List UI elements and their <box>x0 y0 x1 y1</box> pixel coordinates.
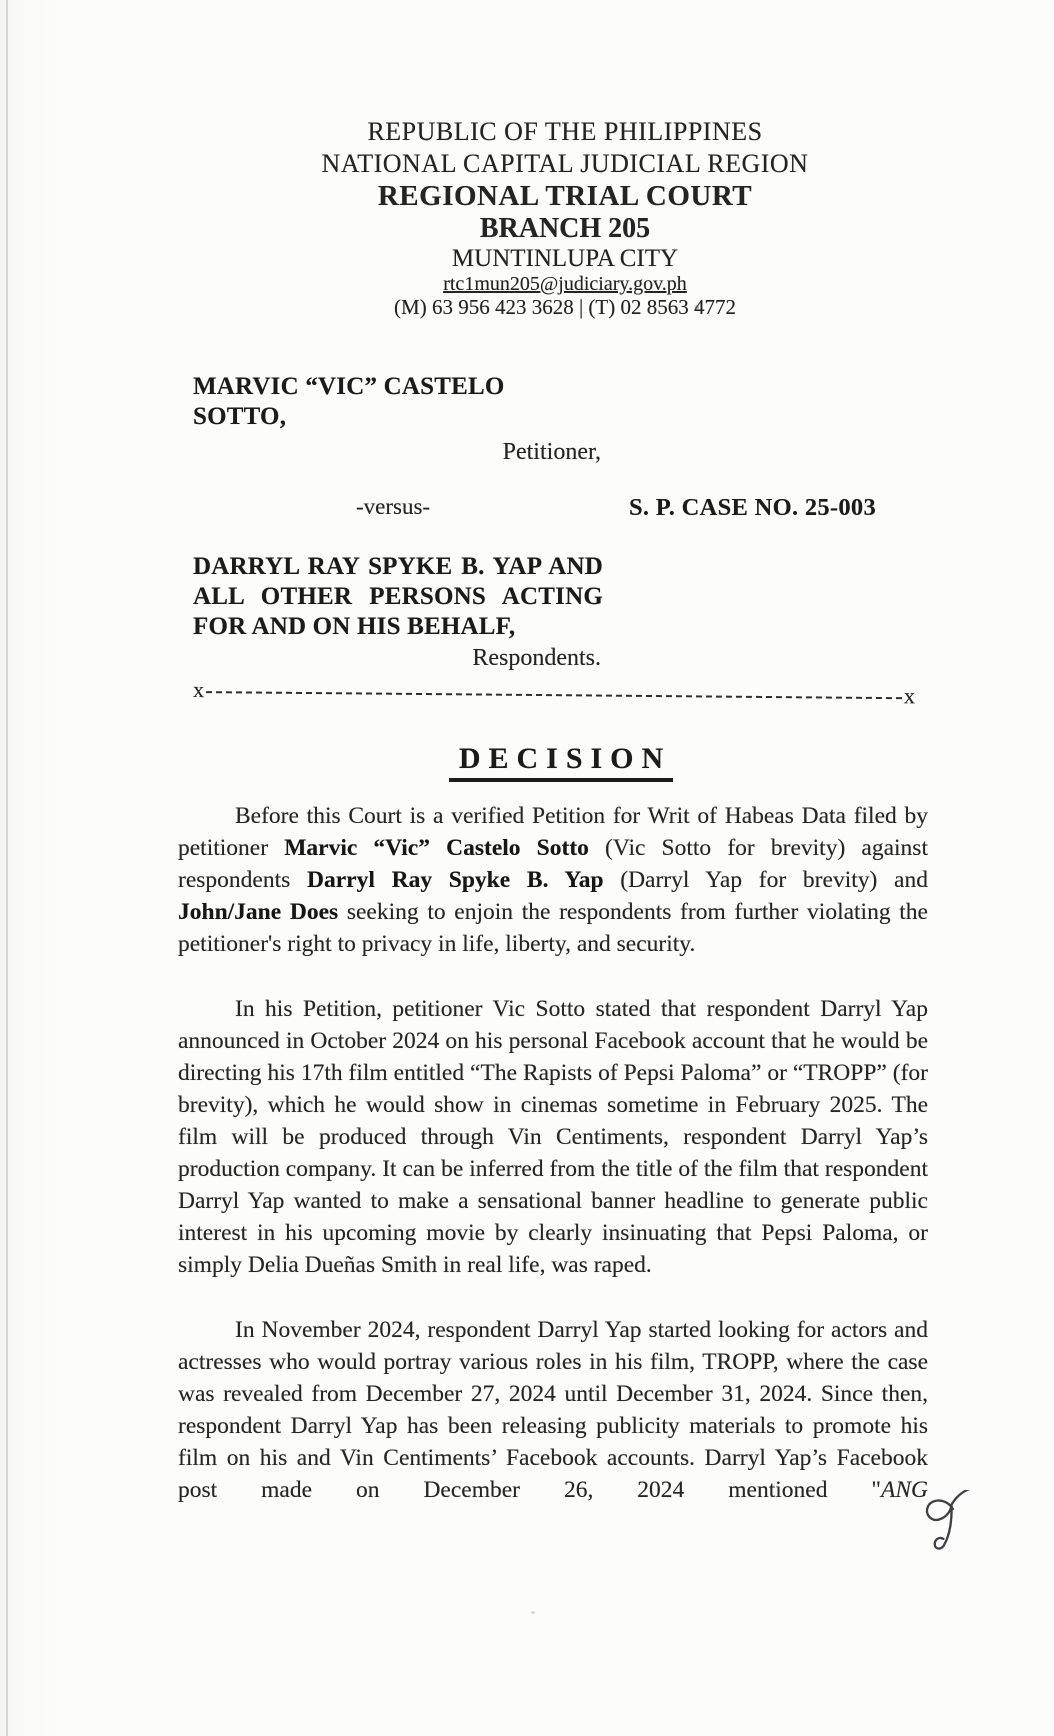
respondent-role-label: Respondents. <box>472 645 601 671</box>
paragraph-1: Before this Court is a verified Petition for Writ of Habeas Data filed by petitioner Marvic “Vic” Castelo Sotto (Vic Sotto for brevity) against respondents Darryl Ray Spyke B. Yap (Darryl Yap for brevity) and John/Jane Does seeking to enjoin the respondents from further violating the petitioner's right to privacy in life, liberty, and security. <box>178 803 928 957</box>
respondent-name-line-3: FOR AND ON HIS BEHALF, <box>193 613 516 640</box>
paragraph-2: In his Petition, petitioner Vic Sotto stated that respondent Darryl Yap announced in October 2024 on his personal Facebook account that he would be directing his 17th film entitled “The Rapists of Pepsi Paloma” or “TROPP” (for brevity), which he would show in cinemas sometime in February 2025. The film will be produced through Vin Centiments, respondent Darryl Yap’s production company. It can be inferred from the title of the film that respondent Darryl Yap wanted to make a sensational banner headline to generate public interest in his upcoming movie by clearly insinuating that Pepsi Paloma, or simply Delia Dueñas Smith in real life, was raped. <box>178 996 928 1278</box>
handwritten-initial-mark <box>908 1490 980 1566</box>
court-letterhead <box>190 116 940 319</box>
paragraph-3: In November 2024, respondent Darryl Yap started looking for actors and actresses who would portray various roles in his film, TROPP, where the case was revealed from December 27, 2024 until December 31, 2024. Since then, respondent Darryl Yap has been releasing publicity materials to promote his film on his and Vin Centiments’ Facebook accounts. Darryl Yap’s Facebook post made on December 26, 2024 mentioned "ANG <box>178 1317 928 1503</box>
versus-row <box>178 494 928 524</box>
case-number: S. P. CASE NO. 25-003 <box>629 494 877 521</box>
letterhead-court-name: REGIONAL TRIAL COURT <box>377 180 753 212</box>
petitioner-name: MARVIC “VIC” CASTELO SOTTO, <box>193 373 505 430</box>
separator-dashes <box>206 678 902 699</box>
letterhead-republic: REPUBLIC OF THE PHILIPPINES <box>367 117 763 146</box>
separator-x-right: x <box>903 683 916 709</box>
court-phone-numbers: (M) 63 956 423 3628 | (T) 02 8563 4772 <box>394 295 736 319</box>
respondent-name-line-2: ALL OTHER PERSONS ACTING <box>193 583 603 610</box>
petitioner-role-label: Petitioner, <box>502 439 601 465</box>
letterhead-branch: BRANCH 205 <box>479 213 651 244</box>
scan-speck <box>695 305 699 310</box>
decision-title: DECISION <box>449 742 673 782</box>
scan-speck <box>231 1390 234 1393</box>
letterhead-city: MUNTINLUPA CITY <box>451 245 679 272</box>
separator-x-left: x <box>192 677 205 703</box>
decision-body <box>178 800 928 1506</box>
case-caption <box>193 372 603 466</box>
court-email-address: rtc1mun205@judiciary.gov.ph <box>443 273 687 295</box>
scan-speck <box>531 1611 535 1614</box>
caption-separator-rule <box>193 678 915 708</box>
respondent-name <box>193 552 603 642</box>
page-scan-edge <box>6 0 8 1736</box>
respondent-caption <box>193 552 603 672</box>
letterhead-region: NATIONAL CAPITAL JUDICIAL REGION <box>321 149 809 178</box>
respondent-name-line-1: DARRYL RAY SPYKE B. YAP AND <box>193 553 603 580</box>
versus-label: -versus- <box>356 494 431 519</box>
page-content <box>178 0 928 1539</box>
